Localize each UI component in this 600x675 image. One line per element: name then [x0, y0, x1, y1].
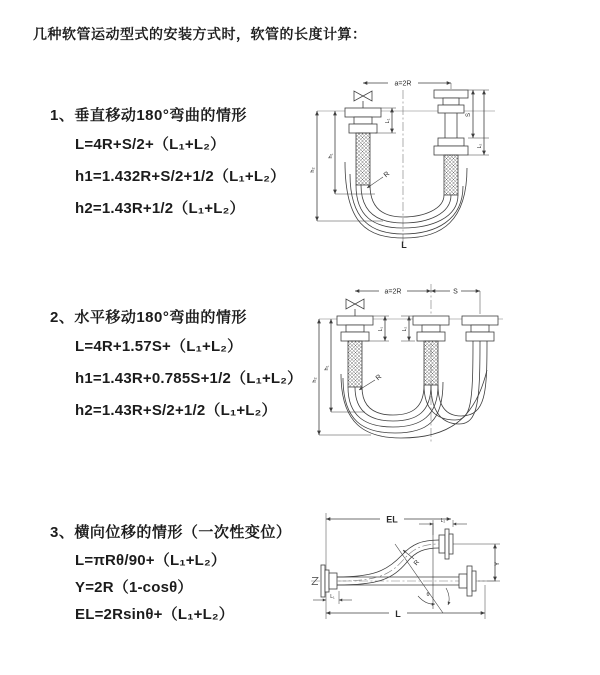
page-title: 几种软管运动型式的安装方式时，软管的长度计算： — [33, 26, 367, 42]
right-hose-fitting — [434, 90, 468, 195]
dim-L1-label: L₁ — [378, 326, 384, 332]
section2-heading: 2、水平移动180°弯曲的情形 — [50, 309, 247, 326]
section2-formula-L: L=4R+1.57S+（L₁+L₂） — [75, 338, 243, 355]
dim-L-label: L — [395, 609, 401, 619]
dim-L2-label: L₂ — [477, 143, 483, 149]
section1-heading: 1、垂直移动180°弯曲的情形 — [50, 107, 247, 124]
radius-label: R — [412, 558, 422, 568]
section1-formula-h2: h2=1.43R+1/2（L₁+L₂） — [75, 200, 245, 217]
dim-L1-label: L₁ — [330, 594, 335, 600]
radius-label: R — [382, 170, 392, 180]
dim-Y-label: Y — [494, 561, 501, 567]
dim-L2-label: L₂ — [440, 518, 446, 524]
dim-S-label: S — [466, 112, 472, 118]
dim-a2R-label: a=2R — [394, 80, 412, 88]
theta-label: θ — [426, 592, 430, 598]
section3-heading: 3、横向位移的情形（一次性变位） — [50, 524, 292, 541]
hose-s-curve — [337, 540, 439, 585]
dim-L2-label: L₂ — [402, 326, 408, 332]
valve-icon — [346, 299, 364, 316]
dim-EL-label: EL — [386, 514, 398, 525]
dim-h2-label: h₂ — [310, 167, 316, 173]
length-L-label: L — [401, 240, 407, 250]
dim-a2R-label: a=2R — [384, 288, 402, 296]
section1-formula-h1: h1=1.432R+S/2+1/2（L₁+L₂） — [75, 168, 286, 185]
section3-formula-Y: Y=2R（1-cosθ） — [75, 579, 193, 596]
dim-h1-label: h₁ — [324, 365, 330, 371]
dim-L — [326, 585, 485, 619]
diagram-vertical-180-bend — [303, 64, 598, 269]
dim-h2-label: h₂ — [312, 377, 318, 383]
dim-h1-label: h₁ — [328, 153, 334, 159]
section3-formula-L: L=πRθ/90+（L₁+L₂） — [75, 552, 227, 569]
dim-S-label: S — [453, 288, 458, 296]
lower-flange — [459, 566, 476, 596]
diagram-lateral-displacement — [293, 493, 600, 655]
diagram-horizontal-180-bend — [303, 272, 598, 462]
valve-icon — [354, 91, 372, 108]
right-hose-fitting — [462, 316, 498, 341]
section2-formula-h1: h1=1.43R+0.785S+1/2（L₁+L₂） — [75, 370, 303, 387]
section2-formula-h2: h2=1.43R+S/2+1/2（L₁+L₂） — [75, 402, 277, 419]
left-hose-fitting — [337, 316, 373, 387]
dim-L1-label: L₁ — [385, 118, 391, 124]
radius-label: R — [374, 373, 384, 383]
section1-formula-L: L=4R+S/2+（L₁+L₂） — [75, 136, 226, 153]
middle-hose-fitting — [413, 316, 449, 385]
left-hose-fitting — [345, 108, 381, 185]
section3-formula-EL: EL=2Rsinθ+（L₁+L₂） — [75, 606, 234, 623]
upper-flange — [439, 529, 453, 559]
left-flange — [321, 565, 337, 597]
dim-a2R-S — [355, 286, 480, 314]
hose-u-bends — [341, 341, 487, 438]
